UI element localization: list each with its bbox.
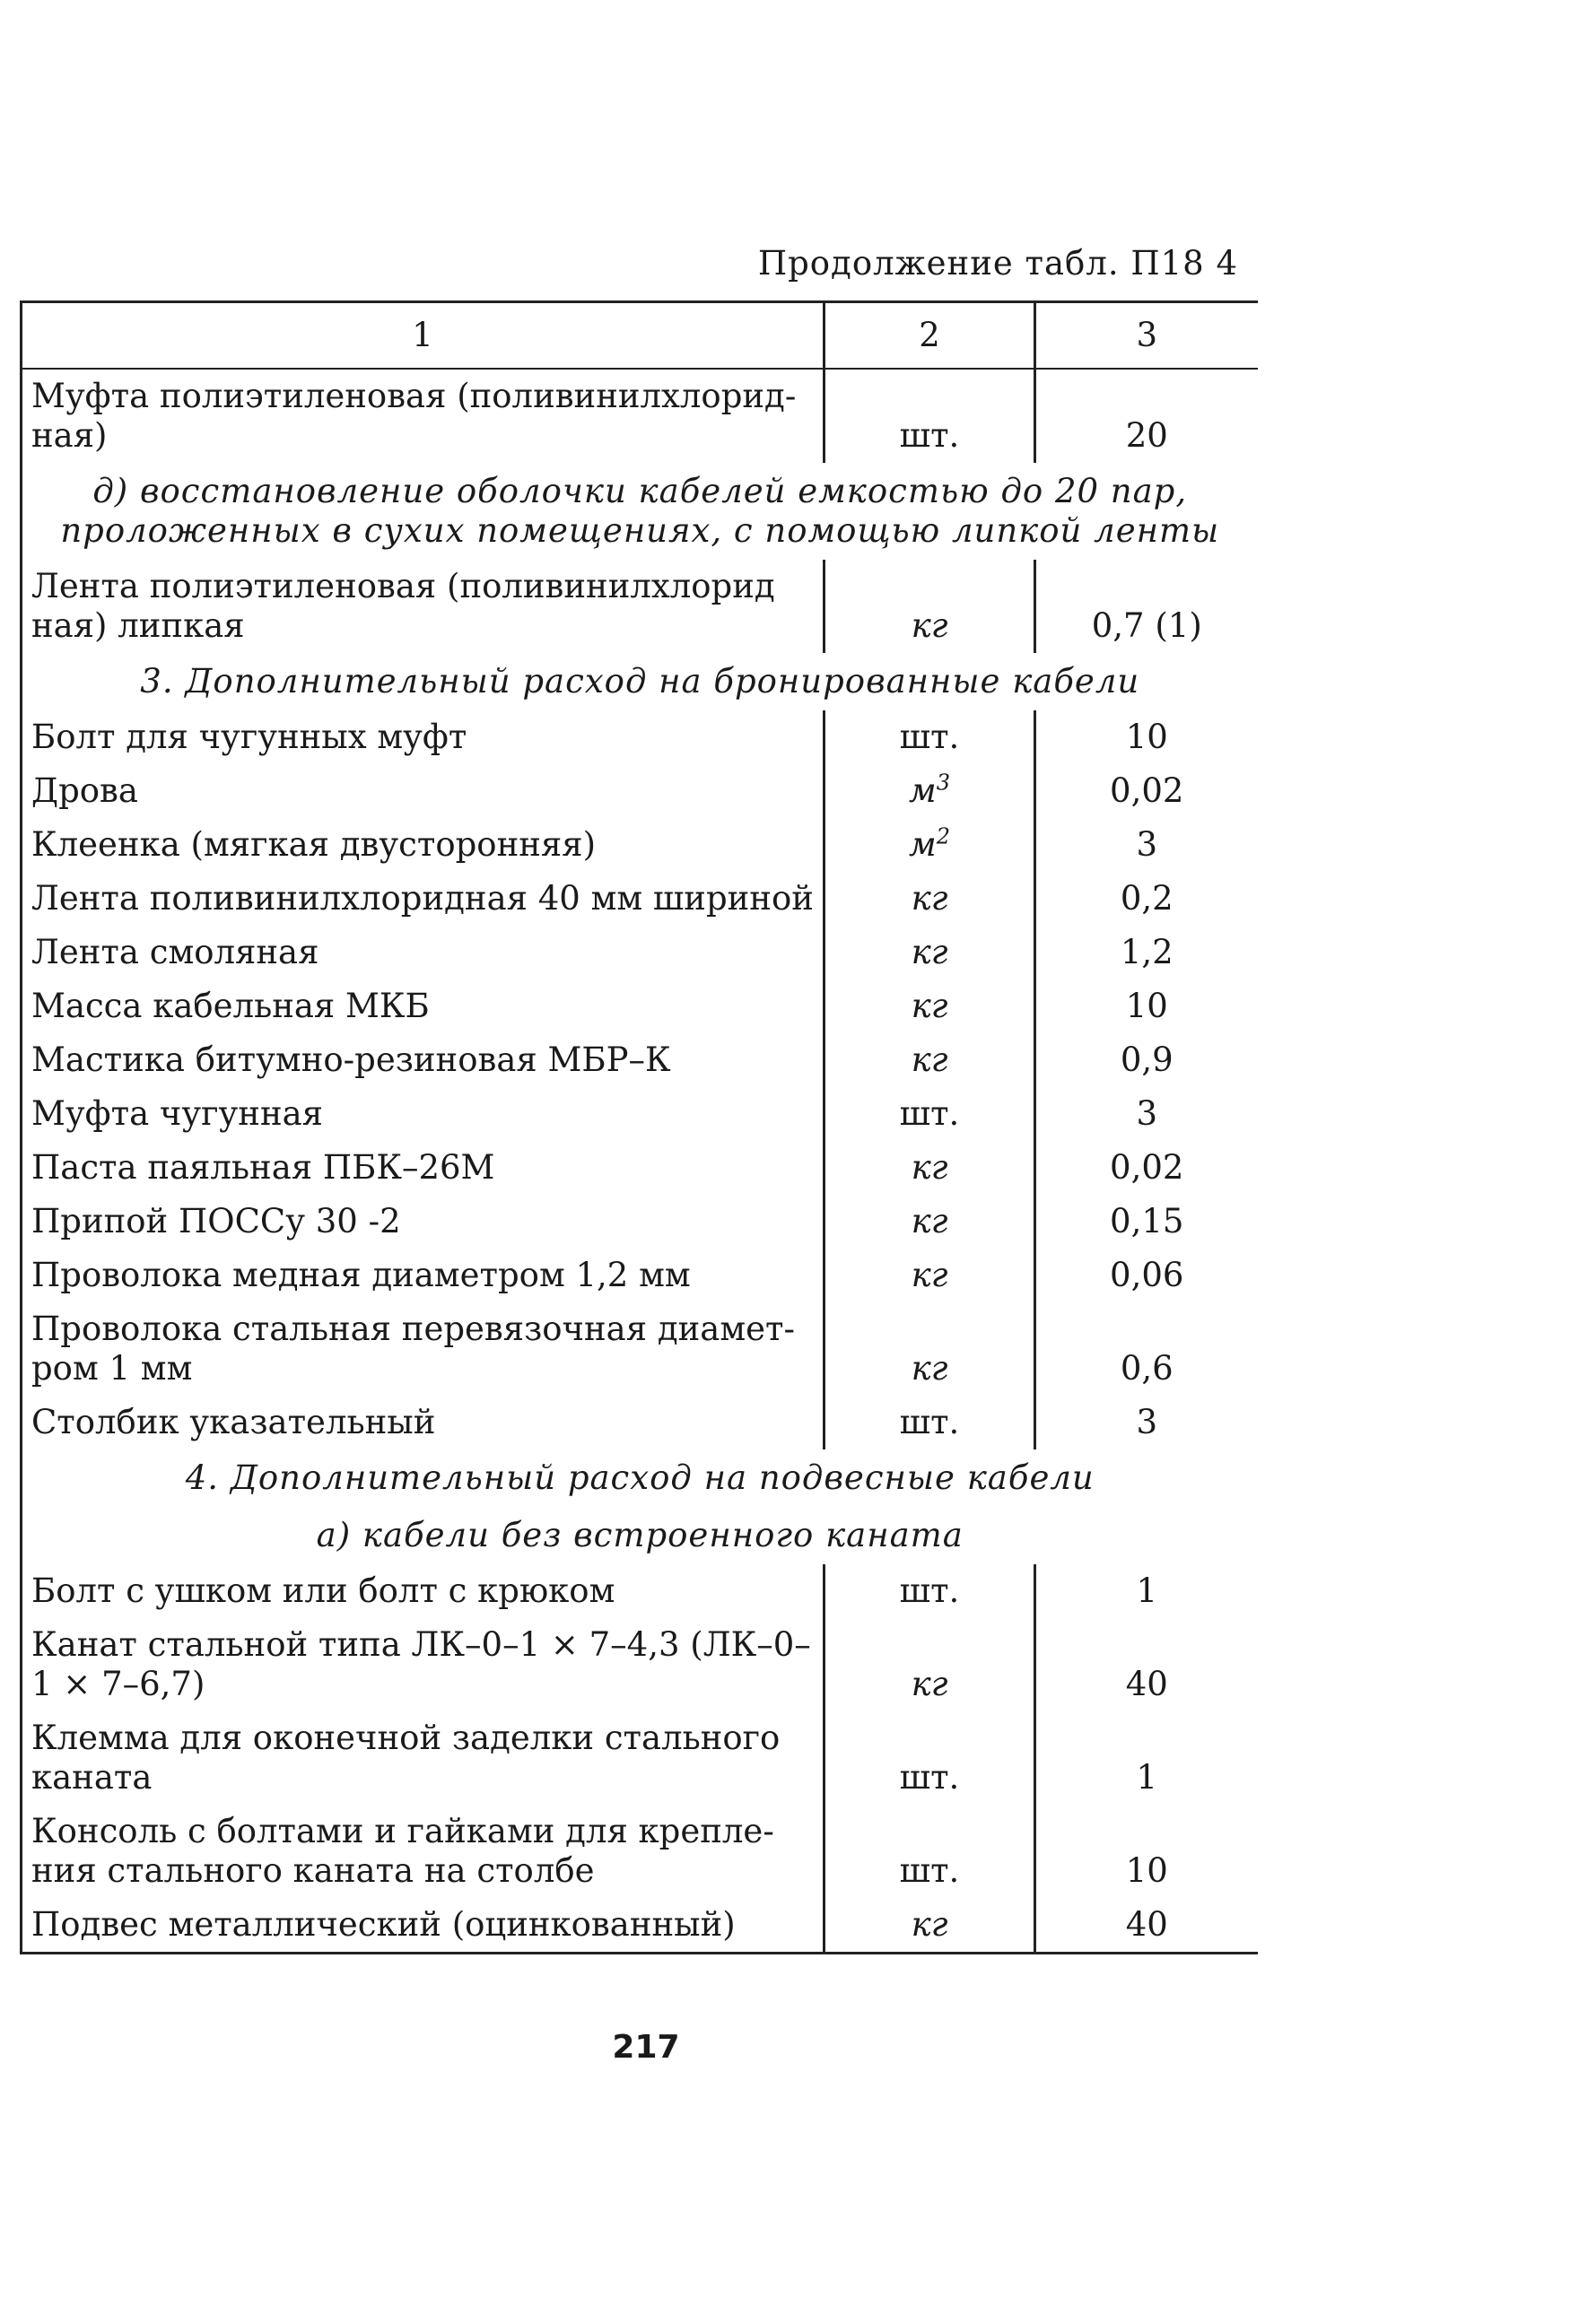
- material-name: Мастика битумно-резиновая МБР–К: [22, 1033, 825, 1087]
- material-quantity: 20: [1125, 416, 1168, 455]
- material-name: Консоль с болтами и гайками для крепле-ния стального каната на столбе: [22, 1805, 825, 1898]
- material-unit: [825, 369, 1035, 463]
- subsection-heading-4a: [22, 1507, 1258, 1564]
- table-row: [22, 818, 1258, 872]
- table-row: [22, 764, 1258, 818]
- material-unit: [825, 1564, 1035, 1618]
- material-unit: [825, 1805, 1035, 1898]
- table-row: [22, 1302, 1258, 1396]
- material-quantity: 10: [1125, 1851, 1168, 1890]
- material-name: Проволока медная диаметром 1,2 мм: [22, 1249, 825, 1302]
- unit-text: шт.: [899, 1403, 960, 1441]
- material-name: Клемма для оконечной заделки стального каната: [22, 1711, 825, 1805]
- materials-table-container: [20, 300, 1256, 1954]
- table-row: [22, 1033, 1258, 1087]
- table-row: [22, 1249, 1258, 1302]
- unit-text: кг: [911, 1148, 948, 1187]
- section-heading-4-text: 4. Дополнительный расход на подвесные кабели: [22, 1449, 1258, 1507]
- material-unit: [825, 1618, 1035, 1711]
- material-unit: [825, 710, 1035, 764]
- table-row: [22, 1564, 1258, 1618]
- table-row: [22, 926, 1258, 979]
- unit-text: кг: [911, 1905, 948, 1944]
- material-name: Лента смоляная: [22, 926, 825, 979]
- page-number: 217: [612, 2029, 680, 2066]
- subsection-heading-4a-text: а) кабели без встроенного каната: [22, 1507, 1258, 1564]
- material-quantity: 10: [1125, 987, 1168, 1025]
- material-quantity: 0,15: [1110, 1202, 1184, 1240]
- material-name: Подвес металлический (оцинкованный): [22, 1898, 825, 1954]
- table-row: [22, 979, 1258, 1033]
- unit-text: кг: [911, 1202, 948, 1240]
- material-unit: [825, 1195, 1035, 1249]
- material-unit: [825, 1898, 1035, 1954]
- material-quantity: 40: [1035, 1898, 1258, 1954]
- material-unit: [825, 1711, 1035, 1805]
- unit-text: кг: [911, 987, 948, 1025]
- header-col-1: 1: [22, 302, 825, 370]
- unit-text: м: [909, 771, 937, 810]
- material-quantity: 1,2: [1120, 933, 1174, 971]
- material-quantity: 0,9: [1120, 1040, 1174, 1079]
- header-col-3: 3: [1035, 302, 1258, 370]
- material-quantity: 3: [1136, 1403, 1158, 1441]
- material-name: Клеенка (мягкая двусторонняя): [22, 818, 825, 872]
- material-name: Канат стальной типа ЛК–0–1 × 7–4,3 (ЛК–0–1 × 7–6,7): [22, 1618, 825, 1711]
- unit-exponent: 3: [936, 770, 950, 796]
- table-row: [22, 872, 1258, 926]
- material-quantity: 3: [1136, 1094, 1158, 1133]
- material-name: Припой ПОССу 30 -2: [22, 1195, 825, 1249]
- table-row: [22, 1087, 1258, 1141]
- section-heading-4: [22, 1449, 1258, 1507]
- material-name: Масса кабельная МКБ: [22, 979, 825, 1033]
- unit-text: шт.: [899, 1094, 960, 1133]
- table-row: [22, 1898, 1258, 1954]
- unit-text: кг: [911, 1256, 948, 1294]
- header-col-2: 2: [825, 302, 1035, 370]
- table-row: [22, 560, 1258, 653]
- material-name: Муфта чугунная: [22, 1087, 825, 1141]
- material-quantity: 0,2: [1120, 879, 1174, 918]
- material-unit: [825, 764, 1035, 818]
- table-row: [22, 1711, 1258, 1805]
- material-quantity: 0,02: [1110, 1148, 1184, 1187]
- material-name: Муфта полиэтиленовая (поливинилхлорид-ная): [22, 369, 825, 463]
- material-unit: [825, 979, 1035, 1033]
- material-quantity: 40: [1125, 1665, 1168, 1703]
- unit-text: шт.: [899, 1758, 960, 1797]
- materials-table: [20, 300, 1258, 1954]
- table-header-row: [22, 302, 1258, 370]
- unit-text: кг: [911, 606, 948, 645]
- material-quantity: 0,02: [1110, 771, 1184, 810]
- table-row: [22, 369, 1258, 463]
- material-unit: [825, 1249, 1035, 1302]
- table-row: [22, 1141, 1258, 1195]
- section-heading-d: [22, 463, 1258, 560]
- material-unit: [825, 1302, 1035, 1396]
- material-quantity: 0,6: [1120, 1349, 1174, 1388]
- material-unit: [825, 1396, 1035, 1449]
- unit-text: кг: [911, 1665, 948, 1703]
- material-unit: [825, 1033, 1035, 1087]
- table-row: [22, 1805, 1258, 1898]
- unit-text: м: [909, 825, 937, 864]
- unit-text: шт.: [899, 1571, 960, 1610]
- unit-text: кг: [911, 933, 948, 971]
- unit-text: кг: [911, 1349, 948, 1388]
- unit-text: шт.: [899, 416, 960, 455]
- material-quantity: 0,7 (1): [1091, 606, 1202, 645]
- material-name: Дрова: [22, 764, 825, 818]
- section-heading-3-text: 3. Дополнительный расход на бронированные кабели: [22, 653, 1258, 710]
- material-name: Лента поливинилхлоридная 40 мм шириной: [22, 872, 825, 926]
- material-name: Болт с ушком или болт с крюком: [22, 1564, 825, 1618]
- material-name: Болт для чугунных муфт: [22, 710, 825, 764]
- table-row: [22, 1618, 1258, 1711]
- material-quantity: 1: [1136, 1571, 1158, 1610]
- material-name: Проволока стальная перевязочная диамет-ром 1 мм: [22, 1302, 825, 1396]
- material-name: Лента полиэтиленовая (поливинилхлорид ная) липкая: [22, 560, 825, 653]
- section-heading-3: [22, 653, 1258, 710]
- material-quantity: 0,06: [1110, 1256, 1184, 1294]
- material-quantity: 10: [1125, 718, 1168, 756]
- material-name: Столбик указательный: [22, 1396, 825, 1449]
- material-quantity: 1: [1136, 1758, 1158, 1797]
- unit-text: шт.: [899, 1851, 960, 1890]
- section-heading-d-text: д) восстановление оболочки кабелей емкостью до 20 пар, проложенных в сухих помещениях, с помощью липкой ленты: [22, 463, 1258, 560]
- table-row: [22, 710, 1258, 764]
- material-unit: [825, 560, 1035, 653]
- material-name: Паста паяльная ПБК–26М: [22, 1141, 825, 1195]
- unit-text: кг: [911, 879, 948, 918]
- material-unit: [825, 1087, 1035, 1141]
- unit-text: кг: [911, 1040, 948, 1079]
- material-unit: [825, 872, 1035, 926]
- material-unit: [825, 818, 1035, 872]
- material-quantity: 3: [1136, 825, 1158, 864]
- table-row: [22, 1396, 1258, 1449]
- table-caption: Продолжение табл. П18 4: [757, 244, 1238, 283]
- unit-exponent: 2: [936, 823, 950, 849]
- material-unit: [825, 1141, 1035, 1195]
- unit-text: шт.: [899, 718, 960, 756]
- table-row: [22, 1195, 1258, 1249]
- material-unit: [825, 926, 1035, 979]
